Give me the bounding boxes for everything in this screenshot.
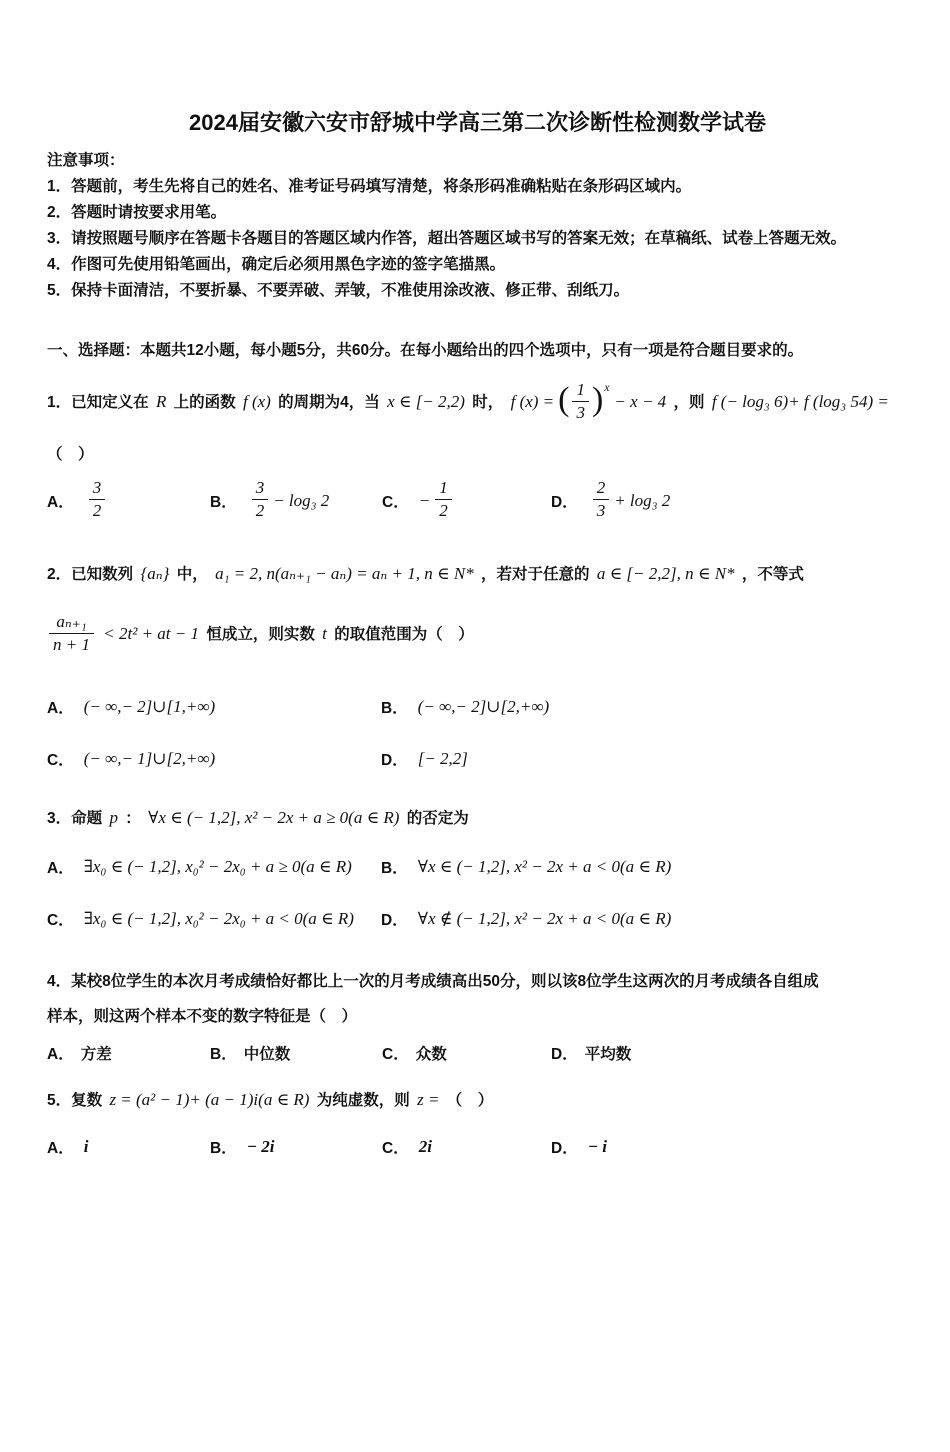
q2-text: ，若对于任意的 bbox=[481, 566, 590, 584]
q3-option-c bbox=[47, 908, 381, 930]
option-value: 平均数 bbox=[584, 1046, 632, 1064]
option-label: C． bbox=[47, 752, 74, 770]
q3-math-p: p bbox=[109, 808, 118, 828]
q2-option-d bbox=[381, 748, 908, 770]
fraction bbox=[89, 478, 106, 520]
option-value: 中位数 bbox=[243, 1046, 291, 1064]
q1-text: 1．已知定义在 bbox=[47, 394, 149, 412]
q1-option-a bbox=[47, 480, 210, 522]
left-paren: ( bbox=[558, 381, 570, 419]
q2-math-condition: a ∈ [− 2,2], n ∈ N* bbox=[596, 564, 735, 584]
option-label: C． bbox=[382, 1046, 409, 1064]
q4-text-line1: 4．某校8位学生的本次月考成绩恰好都比上一次的月考成绩高出50分，则以该8位学生这两次的月考成绩各自组成 bbox=[47, 973, 819, 991]
question-2-inequality bbox=[47, 614, 908, 656]
fraction-numerator: 1 bbox=[439, 478, 448, 498]
right-paren: ) bbox=[591, 381, 604, 419]
option-label: D． bbox=[551, 494, 578, 512]
q4-text-line2: 样本，则这两个样本不变的数字特征是（ ） bbox=[47, 1008, 358, 1026]
q1-options bbox=[47, 480, 908, 522]
q4-option-b bbox=[210, 1042, 382, 1064]
q2-option-a bbox=[47, 696, 381, 718]
option-label: A． bbox=[47, 860, 74, 878]
notice-item-2: 2．答题时请按要求用笔。 bbox=[47, 204, 227, 221]
option-value: ∃x₀ ∈ (− 1,2], x₀² − 2x₀ + a < 0(a ∈ R) bbox=[83, 909, 354, 929]
option-label: B． bbox=[381, 860, 408, 878]
q2-text: ，不等式 bbox=[741, 566, 804, 584]
q1-math-eq-tail: − x − 4 bbox=[614, 392, 667, 412]
q1-math-target: f (− log₃ 6)+ f (log₃ 54) = bbox=[711, 392, 889, 412]
q3-math-proposition: ∀x ∈ (− 1,2], x² − 2x + a ≥ 0(a ∈ R) bbox=[148, 808, 400, 828]
question-4-stem bbox=[47, 964, 908, 1034]
option-value: i bbox=[83, 1137, 89, 1157]
q1-math-domain: x ∈ [− 2,2) bbox=[387, 392, 465, 412]
option-label: D． bbox=[551, 1046, 578, 1064]
fraction-numerator: 3 bbox=[92, 478, 102, 498]
notice-item-4: 4．作图可先使用铅笔画出，确定后必须用黑色字迹的签字笔描黑。 bbox=[47, 256, 506, 273]
q3-options-row-2 bbox=[47, 908, 908, 930]
q3-options-row-1 bbox=[47, 856, 908, 878]
q4-option-c bbox=[382, 1042, 551, 1064]
q3-text: 3．命题 bbox=[47, 810, 103, 828]
question-1-stem bbox=[47, 382, 908, 424]
option-label: A． bbox=[47, 494, 74, 512]
fraction-denominator: 2 bbox=[252, 499, 269, 521]
q2-options-row-1 bbox=[47, 696, 908, 718]
q2-text: 中， bbox=[176, 566, 208, 584]
fraction bbox=[252, 478, 269, 520]
fraction-one-third bbox=[572, 380, 589, 422]
q5-text: 为纯虚数，则 bbox=[316, 1092, 410, 1110]
fraction-numerator: aₙ₊₁ bbox=[56, 612, 87, 632]
q5-options bbox=[47, 1136, 908, 1158]
fraction-denominator: n + 1 bbox=[49, 633, 94, 655]
q5-option-b bbox=[210, 1136, 382, 1158]
q1-option-d bbox=[551, 480, 908, 522]
question-2-stem bbox=[47, 562, 908, 584]
option-label: A． bbox=[47, 1140, 74, 1158]
option-value: (− ∞,− 2]∪[1,+∞) bbox=[83, 697, 216, 717]
fraction-numerator: 2 bbox=[596, 478, 606, 498]
option-value: (− ∞,− 2]∪[2,+∞) bbox=[417, 697, 550, 717]
option-label: C． bbox=[47, 912, 74, 930]
q2-text: 2．已知数列 bbox=[47, 566, 134, 584]
q2-math-ineq: < 2t² + at − 1 bbox=[103, 624, 200, 644]
option-value: 方差 bbox=[80, 1046, 112, 1064]
notice-item-5: 5．保持卡面清洁，不要折暴、不要弄破、弄皱，不准使用涂改液、修正带、刮纸刀。 bbox=[47, 282, 630, 299]
q1-math-fx: f (x) bbox=[242, 392, 271, 412]
q1-text: 的周期为4，当 bbox=[278, 394, 380, 412]
option-label: A． bbox=[47, 700, 74, 718]
q1-text: ，则 bbox=[673, 394, 705, 412]
option-label: B． bbox=[381, 700, 408, 718]
option-label: A． bbox=[47, 1046, 74, 1064]
q2-text: 的取值范围为（ ） bbox=[334, 626, 474, 644]
q2-text: 恒成立，则实数 bbox=[206, 626, 315, 644]
fraction bbox=[593, 478, 610, 520]
fraction bbox=[435, 478, 452, 520]
question-5-stem bbox=[47, 1088, 908, 1110]
option-value: 2i bbox=[418, 1137, 432, 1157]
q1-option-b bbox=[210, 480, 382, 522]
q1-math-eq-lhs: f (x) = bbox=[510, 392, 555, 412]
fraction-denominator: 2 bbox=[435, 499, 452, 521]
option-label: D． bbox=[551, 1140, 578, 1158]
option-value: [− 2,2] bbox=[417, 749, 468, 769]
option-label: B． bbox=[210, 494, 237, 512]
option-value: ∀x ∈ (− 1,2], x² − 2x + a < 0(a ∈ R) bbox=[417, 857, 672, 877]
option-label: B． bbox=[210, 1140, 237, 1158]
question-3-stem bbox=[47, 806, 908, 828]
q3-option-a bbox=[47, 856, 381, 878]
q1-math-R: R bbox=[155, 392, 167, 412]
option-value: − 2i bbox=[246, 1137, 275, 1157]
q5-math-z: z = bbox=[417, 1090, 440, 1110]
option-tail: − log₃ 2 bbox=[273, 491, 330, 511]
q2-math-t: t bbox=[322, 624, 327, 644]
option-value: − i bbox=[587, 1137, 607, 1157]
q5-option-c bbox=[382, 1136, 551, 1158]
fraction-numerator: 1 bbox=[576, 380, 585, 399]
option-label: D． bbox=[381, 912, 408, 930]
q5-answer-blank: （ ） bbox=[446, 1092, 494, 1110]
q5-text: 5．复数 bbox=[47, 1092, 103, 1110]
q3-text: 的否定为 bbox=[406, 810, 469, 828]
q3-option-b bbox=[381, 856, 908, 878]
fraction-an1-n1 bbox=[49, 612, 94, 654]
q4-option-d bbox=[551, 1042, 908, 1064]
q3-text: ： bbox=[125, 810, 141, 828]
fraction-denominator: 3 bbox=[572, 401, 589, 423]
q3-option-d bbox=[381, 908, 908, 930]
q1-text: 上的函数 bbox=[173, 394, 236, 412]
option-value: 众数 bbox=[415, 1046, 447, 1064]
option-value: (− ∞,− 1]∪[2,+∞) bbox=[83, 749, 216, 769]
q1-option-c bbox=[382, 480, 551, 522]
fraction-numerator: 3 bbox=[255, 478, 265, 498]
q5-option-a bbox=[47, 1136, 210, 1158]
q4-option-a bbox=[47, 1042, 210, 1064]
section-1-heading: 一、选择题：本题共12小题，每小题5分，共60分。在每小题给出的四个选项中，只有一项是符合题目要求的。 bbox=[47, 342, 804, 359]
option-label: C． bbox=[382, 1140, 409, 1158]
q2-math-seq: {aₙ} bbox=[140, 564, 170, 584]
option-label: C． bbox=[382, 494, 409, 512]
notice-heading: 注意事项： bbox=[47, 152, 125, 169]
option-label: B． bbox=[210, 1046, 237, 1064]
fraction-denominator: 2 bbox=[89, 499, 106, 521]
q1-text: 时， bbox=[472, 394, 504, 412]
fraction-denominator: 3 bbox=[593, 499, 610, 521]
option-label: D． bbox=[381, 752, 408, 770]
q2-math-recurrence: a₁ = 2, n(aₙ₊₁ − aₙ) = aₙ + 1, n ∈ N* bbox=[215, 564, 474, 584]
notice-item-3: 3．请按照题号顺序在答题卡各题目的答题区域内作答，超出答题区域书写的答案无效；在草稿纸、试卷上答题无效。 bbox=[47, 230, 847, 247]
option-pre: − bbox=[418, 491, 431, 511]
option-tail: + log₃ 2 bbox=[614, 491, 671, 511]
q5-option-d bbox=[551, 1136, 908, 1158]
q2-options-row-2 bbox=[47, 748, 908, 770]
exam-page bbox=[0, 108, 950, 1158]
q4-options bbox=[47, 1042, 908, 1064]
exponent-x: x bbox=[604, 382, 610, 395]
q2-option-b bbox=[381, 696, 908, 718]
option-value: ∃x₀ ∈ (− 1,2], x₀² − 2x₀ + a ≥ 0(a ∈ R) bbox=[83, 857, 352, 877]
q5-math-complex: z = (a² − 1)+ (a − 1)i(a ∈ R) bbox=[109, 1090, 310, 1110]
q1-answer-blank: （ ） bbox=[47, 446, 94, 464]
notice-item-1: 1．答题前，考生先将自己的姓名、准考证号码填写清楚，将条形码准确粘贴在条形码区域内。 bbox=[47, 178, 692, 195]
option-value: ∀x ∉ (− 1,2], x² − 2x + a < 0(a ∈ R) bbox=[417, 909, 672, 929]
q2-option-c bbox=[47, 748, 381, 770]
page-title: 2024届安徽六安市舒城中学高三第二次诊断性检测数学试卷 bbox=[189, 110, 766, 135]
